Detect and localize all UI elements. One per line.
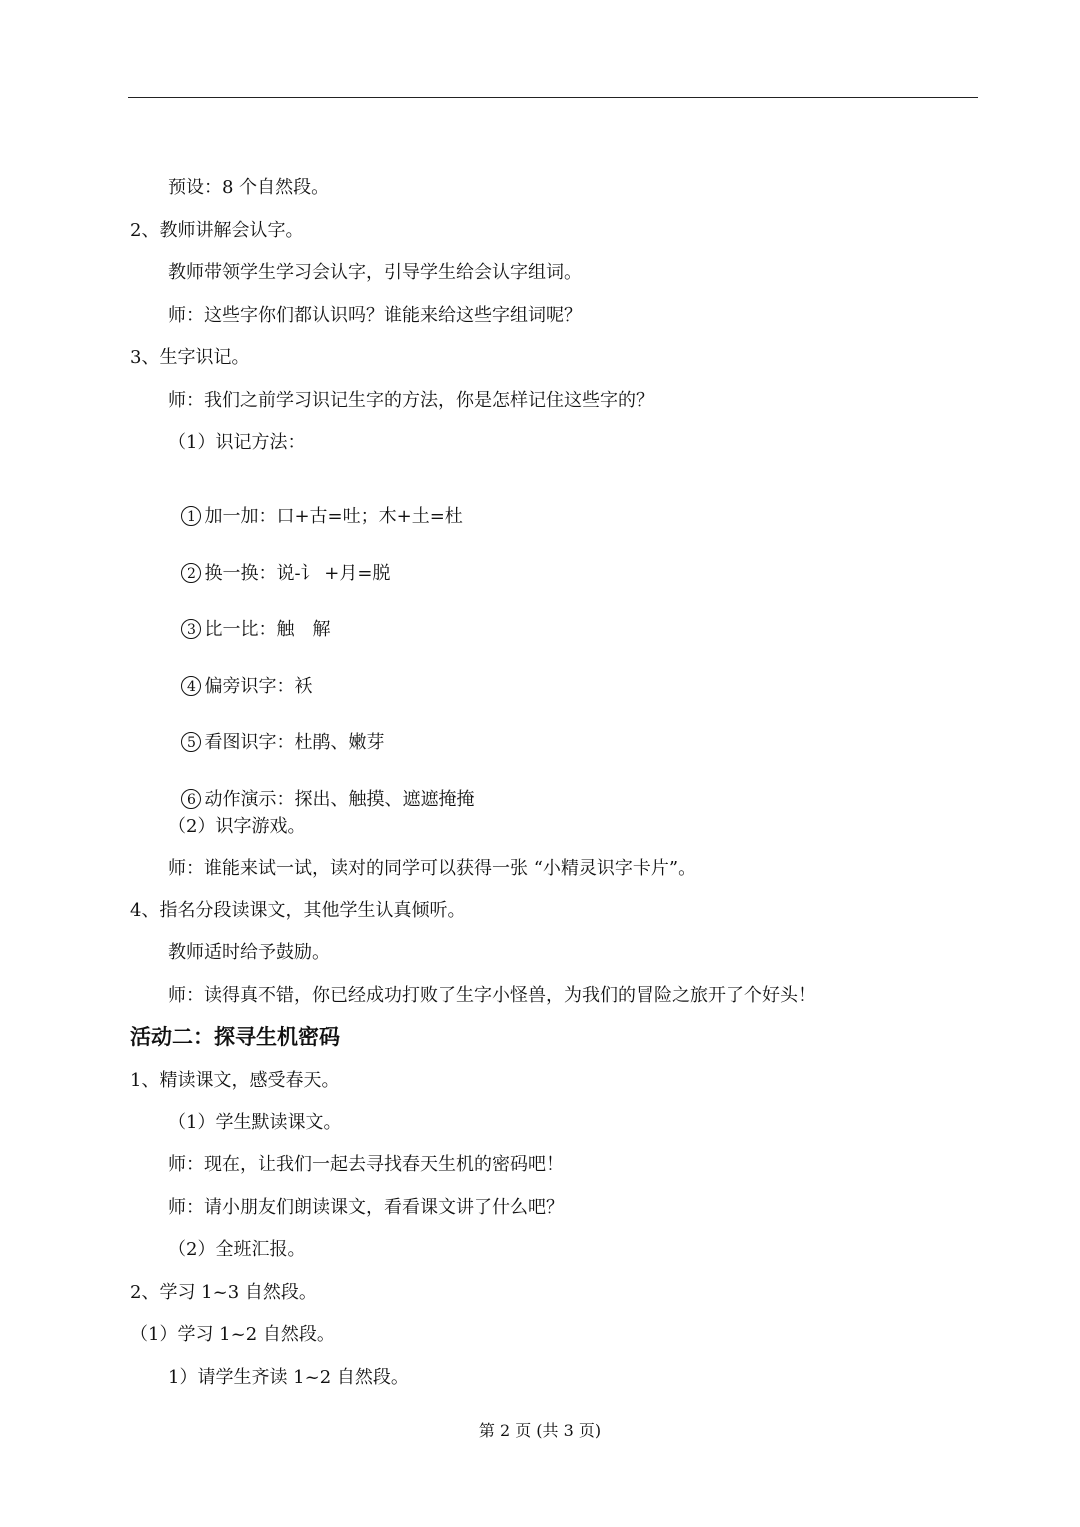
circled-number: 2 — [181, 563, 201, 583]
text-line: 预设：8 个自然段。 — [168, 177, 330, 198]
list-item — [170, 764, 474, 812]
text-line: （2）识字游戏。 — [168, 816, 306, 837]
circled-number: 5 — [181, 732, 201, 752]
list-item — [170, 594, 330, 642]
list-item-text: 偏旁识字：袄 — [204, 676, 313, 697]
text-line: 教师带领学生学习会认字，引导学生给会认字组词。 — [168, 262, 582, 283]
text-line: （1）学生默读课文。 — [168, 1112, 342, 1133]
circled-number: 1 — [181, 506, 201, 526]
text-line: 师：现在，让我们一起去寻找春天生机的密码吧！ — [168, 1154, 564, 1175]
list-item-text: 加一加：口+古=吐；木+土=杜 — [204, 506, 463, 527]
list-item-text: 看图识字：杜鹃、嫩芽 — [204, 732, 385, 753]
section-heading: 活动二：探寻生机密码 — [130, 1024, 340, 1049]
text-line: 2、学习 1~3 自然段。 — [130, 1282, 317, 1303]
list-item — [170, 538, 390, 586]
text-line: 师：请小朋友们朗读课文，看看课文讲了什么吧？ — [168, 1197, 564, 1218]
list-item — [170, 481, 463, 529]
list-item — [170, 651, 312, 699]
header-rule — [128, 97, 978, 98]
text-line: 师：我们之前学习识记生字的方法，你是怎样记住这些字的？ — [168, 390, 654, 411]
text-line: 师：谁能来试一试，读对的同学可以获得一张 “小精灵识字卡片”。 — [168, 858, 697, 879]
list-item-text: 比一比：触 解 — [204, 619, 331, 640]
text-line: 1、精读课文，感受春天。 — [130, 1070, 340, 1091]
circled-number: 3 — [181, 619, 201, 639]
text-line: 师：读得真不错，你已经成功打败了生字小怪兽，为我们的冒险之旅开了个好头！ — [168, 985, 816, 1006]
text-line: （1）学习 1~2 自然段。 — [130, 1324, 335, 1345]
text-line: 2、教师讲解会认字。 — [130, 220, 304, 241]
text-line: 1）请学生齐读 1~2 自然段。 — [168, 1367, 409, 1388]
list-item — [170, 707, 384, 755]
text-line: 3、生字识记。 — [130, 347, 250, 368]
text-line: （2）全班汇报。 — [168, 1239, 306, 1260]
page-footer: 第 2 页 (共 3 页) — [478, 1421, 602, 1440]
text-line: 4、指名分段读课文，其他学生认真倾听。 — [130, 900, 466, 921]
circled-number: 6 — [181, 789, 201, 809]
text-line: （1）识记方法： — [168, 432, 306, 453]
circled-number: 4 — [181, 676, 201, 696]
text-line: 教师适时给予鼓励。 — [168, 942, 330, 963]
list-item-text: 换一换：说-讠 +月=脱 — [204, 563, 391, 584]
list-item-text: 动作演示：探出、触摸、遮遮掩掩 — [204, 789, 475, 810]
text-line: 师：这些字你们都认识吗？谁能来给这些字组词呢？ — [168, 305, 582, 326]
